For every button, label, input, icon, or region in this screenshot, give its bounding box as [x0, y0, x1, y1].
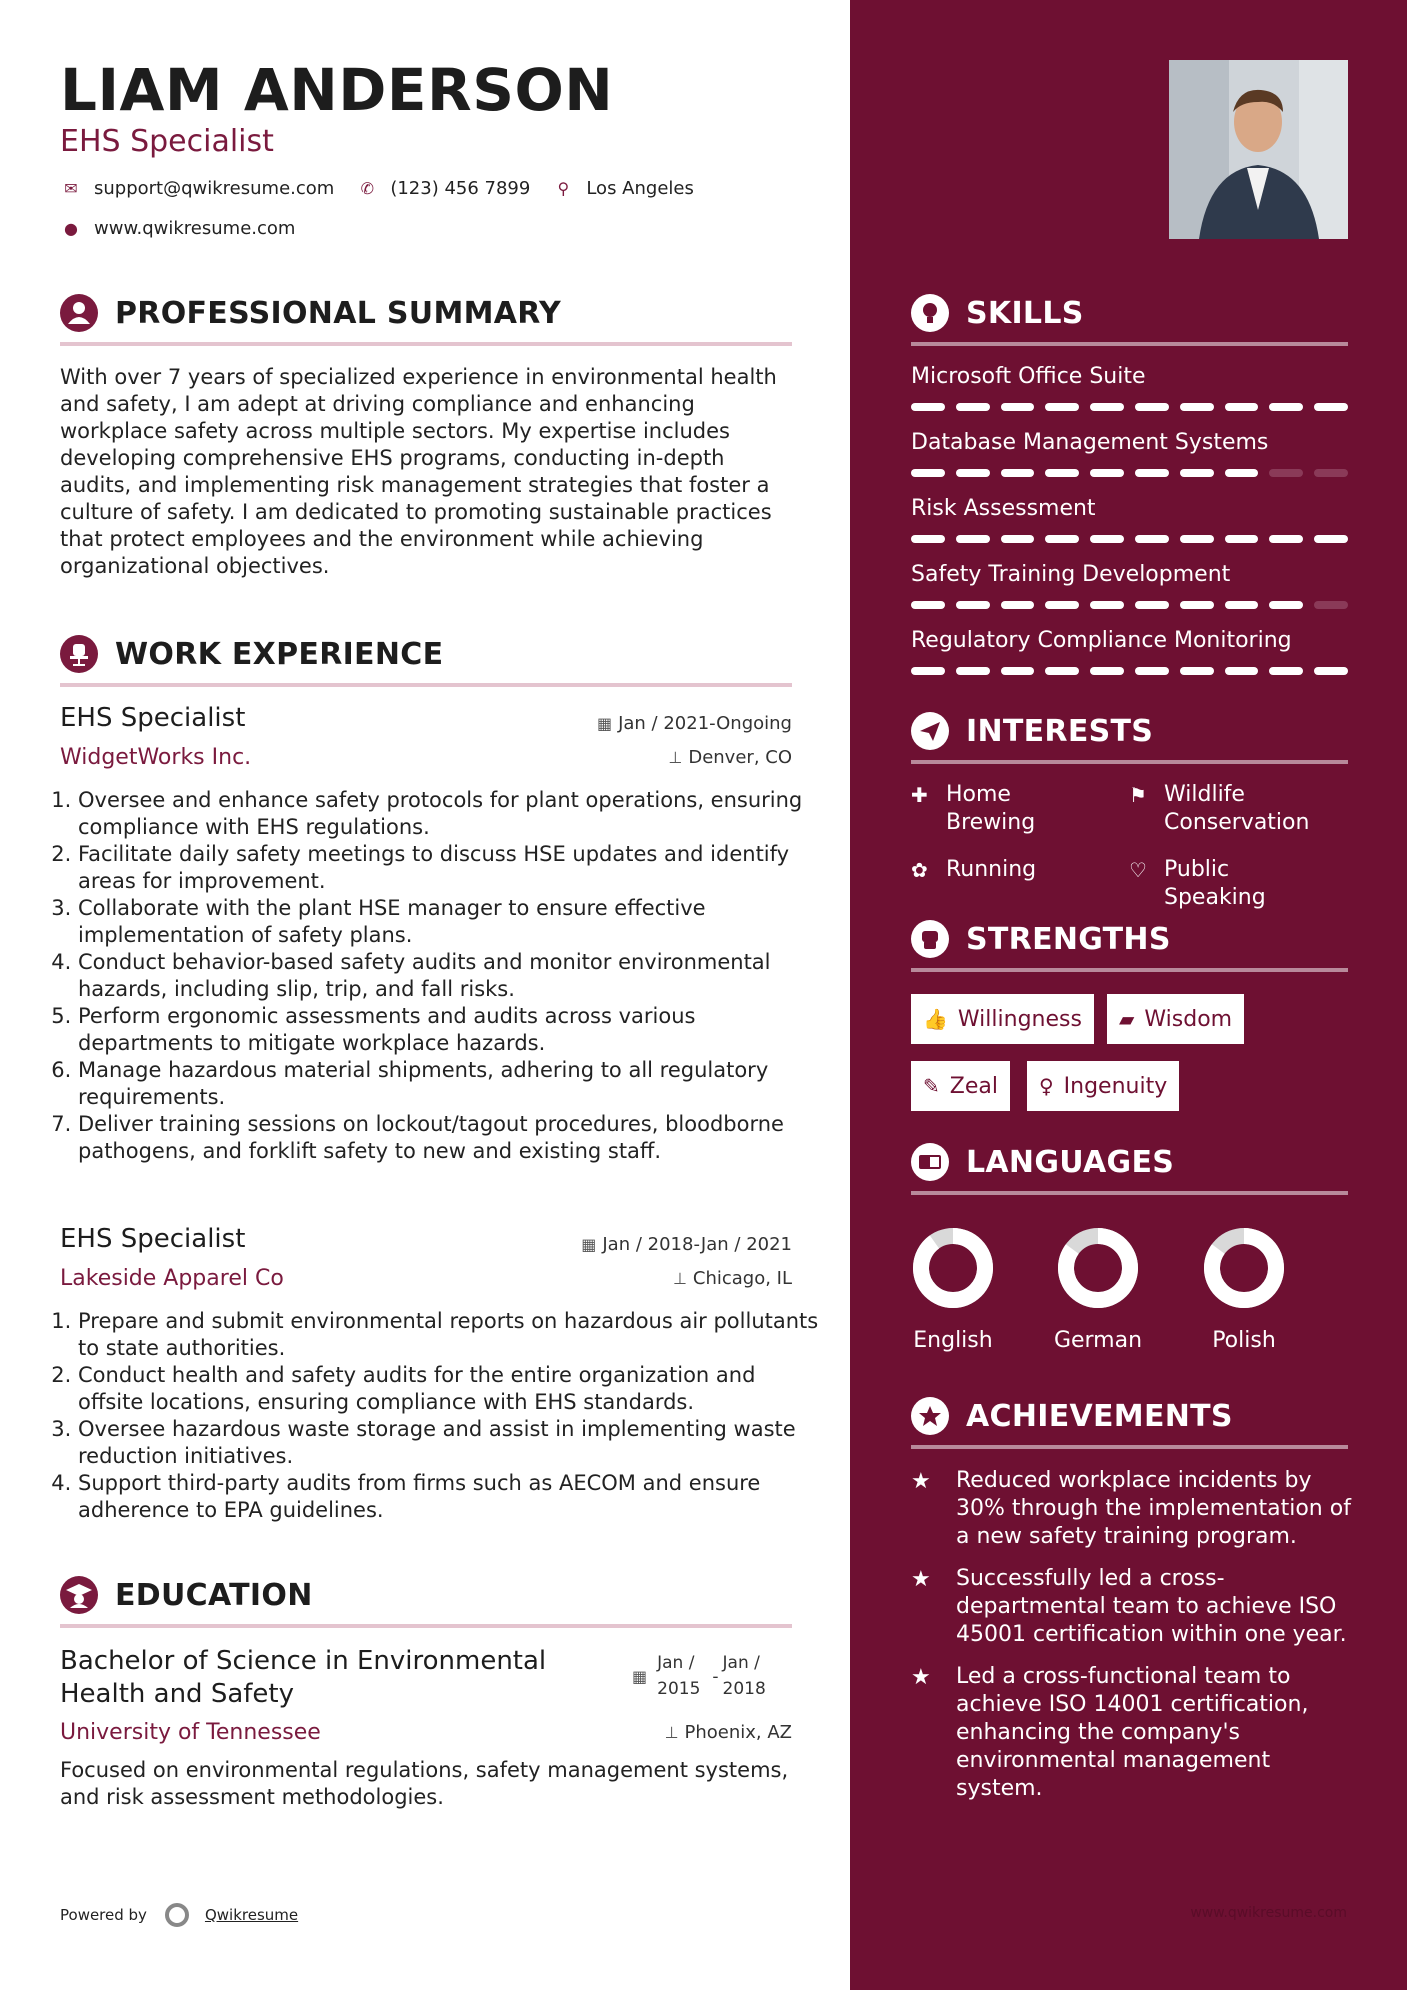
job-company: Lakeside Apparel Co — [60, 1266, 284, 1291]
school-location-text: Phoenix, AZ — [684, 1722, 792, 1743]
skill-level-segment — [1135, 403, 1169, 411]
skill-level-segment — [1001, 469, 1035, 477]
skill-level-segment — [1001, 403, 1035, 411]
strength-label: Willingness — [957, 1007, 1082, 1032]
divider — [911, 968, 1348, 972]
office-chair-icon — [60, 635, 98, 673]
skill-level-segment — [1001, 601, 1035, 609]
skill-level-segment — [1180, 667, 1214, 675]
duty-item: 7. Deliver training sessions on lockout/tagout procedures, bloodborne pathogens, and forklift safety to new and existing staff. — [78, 1111, 823, 1165]
skill-level-segment — [1269, 535, 1303, 543]
job-duties — [52, 1308, 823, 1524]
skill-level-segment — [956, 535, 990, 543]
education-heading-text: EDUCATION — [115, 1578, 313, 1613]
skill-level-segment — [911, 667, 945, 675]
paw-icon: ✿ — [911, 858, 928, 882]
interest-label: Running — [946, 857, 1037, 882]
skill-level-segment — [1135, 667, 1169, 675]
brand-link[interactable]: Qwikresume — [204, 1906, 299, 1924]
lightbulb-icon: ♀ — [1039, 1074, 1054, 1098]
job-duties — [52, 787, 823, 1165]
profile-photo — [1169, 60, 1348, 239]
skill-name: Safety Training Development — [911, 562, 1231, 587]
duty-item: 4. Support third-party audits from firms such as AECOM and ensure adherence to EPA guidelines. — [78, 1470, 823, 1524]
watermark: www.qwikresume.com — [1190, 1905, 1347, 1921]
skill-level-segment — [1045, 667, 1079, 675]
strength-label: Wisdom — [1144, 1007, 1233, 1032]
contact-row-1 — [60, 178, 716, 199]
language-item — [1038, 1226, 1158, 1353]
job-location — [668, 747, 792, 768]
achievement-item — [911, 1467, 1351, 1557]
duty-item: 4. Conduct behavior-based safety audits and monitor environmental hazards, including slip, trip, and fall risks. — [78, 949, 823, 1003]
skill-level-segment — [1314, 667, 1348, 675]
thumbs-up-icon: 👍 — [923, 1007, 948, 1031]
date-part: Jan / — [722, 1653, 760, 1673]
skill-level-segment — [911, 535, 945, 543]
language-proficiency-ring — [1056, 1226, 1140, 1310]
interests-heading-text: INTERESTS — [966, 714, 1154, 749]
strengths-heading-text: STRENGTHS — [966, 922, 1171, 957]
envelope-icon: ✉ — [64, 179, 78, 198]
phone-icon: ✆ — [360, 179, 375, 198]
puzzle-icon: ✚ — [911, 783, 928, 807]
duty-item: 1. Oversee and enhance safety protocols for plant operations, ensuring compliance with EHS regulations. — [78, 787, 823, 841]
candidate-title: EHS Specialist — [60, 124, 274, 159]
date-part: 2018 — [722, 1679, 766, 1699]
duty-item: 5. Perform ergonomic assessments and audits across various departments to mitigate workplace hazards. — [78, 1003, 823, 1057]
language-item — [893, 1226, 1013, 1353]
divider — [60, 342, 792, 346]
interest-label: Wildlife Conservation — [1164, 782, 1310, 835]
skill-level-segment — [1090, 601, 1124, 609]
skill-level-segment — [1269, 601, 1303, 609]
job-location-text: Chicago, IL — [692, 1268, 792, 1289]
strength-chip — [911, 994, 1094, 1044]
degree-line: Health and Safety — [60, 1679, 294, 1709]
phone-number: (123) 456 7899 — [390, 178, 531, 199]
calendar-icon: ▦ — [632, 1667, 648, 1686]
skill-level-segment — [956, 667, 990, 675]
strength-chip — [1027, 1061, 1179, 1111]
achievements-heading-text: ACHIEVEMENTS — [966, 1399, 1233, 1434]
powered-by-text: Powered by — [60, 1906, 147, 1924]
skill-level-segment — [911, 403, 945, 411]
location-text: Los Angeles — [586, 178, 694, 199]
job-company: WidgetWorks Inc. — [60, 745, 252, 770]
skill-level-segment — [1225, 601, 1259, 609]
languages-heading — [911, 1143, 1348, 1193]
skill-level-segment — [1045, 469, 1079, 477]
summary-text: With over 7 years of specialized experience in environmental health and safety, I am adept at driving compliance and enhancing workplace safety across multiple sectors. My expertise includes developing comprehensive EHS programs, conducting in-depth audits, and implementing risk management strategies that foster a culture of safety. I am dedicated to promoting sustainable practices that protect employees and the environment while achieving organizational objectives. — [60, 365, 777, 578]
skill-level-segment — [956, 403, 990, 411]
school-location — [665, 1722, 792, 1743]
language-proficiency-ring — [911, 1226, 995, 1310]
skill-level-segment — [1180, 403, 1214, 411]
duty-item: 2. Facilitate daily safety meetings to discuss HSE updates and identify areas for improvement. — [78, 841, 823, 895]
skill-level-segment — [1225, 667, 1259, 675]
skill-level-segment — [1135, 601, 1169, 609]
date-start — [657, 1650, 700, 1702]
divider — [911, 1191, 1348, 1195]
language-item — [1184, 1226, 1304, 1353]
skill-level-segment — [1314, 601, 1348, 609]
summary-heading-text: PROFESSIONAL SUMMARY — [115, 296, 562, 331]
skill-level-segment — [1269, 667, 1303, 675]
strength-label: Ingenuity — [1063, 1074, 1168, 1099]
pushpin-icon: ⊥ — [664, 1723, 679, 1742]
date-part: Jan / — [657, 1653, 695, 1673]
skill-item — [911, 628, 1348, 675]
skill-level-segment — [1180, 601, 1214, 609]
job-title: EHS Specialist — [60, 1224, 246, 1254]
skill-level-segment — [1225, 469, 1259, 477]
skill-name: Database Management Systems — [911, 430, 1269, 455]
date-end — [723, 1650, 766, 1702]
pushpin-icon: ⊥ — [668, 748, 683, 767]
skill-level-segment — [1045, 601, 1079, 609]
skill-level-segment — [1090, 535, 1124, 543]
summary-heading — [60, 294, 792, 344]
divider — [60, 1624, 792, 1628]
skill-level-segment — [1001, 535, 1035, 543]
pushpin-icon: ⊥ — [672, 1269, 687, 1288]
languages-heading-text: LANGUAGES — [966, 1145, 1175, 1180]
school-name: University of Tennessee — [60, 1720, 321, 1745]
duty-item: 3. Collaborate with the plant HSE manager to ensure effective implementation of safety plans. — [78, 895, 823, 949]
lightbulb-icon — [911, 294, 949, 332]
date-separator: - — [712, 1667, 719, 1687]
strength-chip — [1107, 994, 1244, 1044]
skill-name: Microsoft Office Suite — [911, 364, 1146, 389]
skill-level-segment — [956, 601, 990, 609]
skill-level-bar — [911, 601, 1348, 609]
user-icon — [60, 294, 98, 332]
skill-name: Regulatory Compliance Monitoring — [911, 628, 1292, 653]
map-pin-icon: ⚲ — [557, 179, 570, 198]
flag-icon: ⚑ — [1129, 783, 1147, 807]
interests-heading — [911, 712, 1348, 762]
contact-row-2 — [60, 218, 317, 239]
achievement-item — [911, 1663, 1351, 1801]
language-name: Polish — [1212, 1328, 1276, 1353]
degree-line: Bachelor of Science in Environmental — [60, 1646, 547, 1676]
skill-level-segment — [1001, 667, 1035, 675]
skill-level-bar — [911, 535, 1348, 543]
translate-icon — [911, 1143, 949, 1181]
skill-level-segment — [1090, 667, 1124, 675]
language-proficiency-ring — [1202, 1226, 1286, 1310]
education-description: Focused on environmental regulations, safety management systems, and risk assessment methodologies. — [60, 1758, 789, 1809]
skill-level-segment — [1090, 469, 1124, 477]
skill-level-segment — [1314, 469, 1348, 477]
duty-item: 1. Prepare and submit environmental reports on hazardous air pollutants to state authorities. — [78, 1308, 823, 1362]
skill-level-segment — [1180, 469, 1214, 477]
candidate-name: LIAM ANDERSON — [60, 56, 614, 124]
globe-icon: ● — [64, 219, 78, 238]
calendar-icon: ▦ — [581, 1235, 597, 1254]
achievement-text: Successfully led a cross-departmental team to achieve ISO 45001 certification within one year. — [956, 1566, 1347, 1647]
strength-chip — [911, 1061, 1010, 1111]
education-heading — [60, 1576, 792, 1626]
date-part: 2015 — [657, 1679, 701, 1699]
star-icon: ★ — [911, 1665, 931, 1690]
language-name: English — [913, 1328, 993, 1353]
job-location-text: Denver, CO — [688, 747, 792, 768]
duty-item: 3. Oversee hazardous waste storage and assist in implementing waste reduction initiatives. — [78, 1416, 823, 1470]
star-icon: ★ — [911, 1567, 931, 1592]
achievement-text: Reduced workplace incidents by 30% through the implementation of a new safety training program. — [956, 1468, 1351, 1549]
divider — [911, 760, 1348, 764]
duty-item: 2. Conduct health and safety audits for the entire organization and offsite locations, ensuring compliance with EHS standards. — [78, 1362, 823, 1416]
skill-level-segment — [1269, 403, 1303, 411]
duty-item: 6. Manage hazardous material shipments, adhering to all regulatory requirements. — [78, 1057, 823, 1111]
experience-heading-text: WORK EXPERIENCE — [115, 637, 444, 672]
heartbeat-icon: ♡ — [1129, 858, 1147, 882]
skill-level-bar — [911, 469, 1348, 477]
job-location — [673, 1268, 792, 1289]
job-title: EHS Specialist — [60, 703, 246, 733]
skill-item — [911, 496, 1348, 543]
job-date-text: Jan / 2018-Jan / 2021 — [602, 1234, 792, 1255]
language-name: German — [1053, 1328, 1143, 1353]
skills-heading-text: SKILLS — [966, 296, 1084, 331]
powered-by — [60, 1903, 298, 1927]
paper-plane-icon — [911, 712, 949, 750]
skill-level-bar — [911, 403, 1348, 411]
skill-level-bar — [911, 667, 1348, 675]
email-link[interactable]: support@qwikresume.com — [94, 178, 335, 199]
skill-level-segment — [1135, 535, 1169, 543]
skill-level-segment — [911, 601, 945, 609]
skill-level-segment — [956, 469, 990, 477]
achievement-item — [911, 1565, 1351, 1655]
skill-level-segment — [911, 469, 945, 477]
skill-level-segment — [1180, 535, 1214, 543]
skill-level-segment — [1225, 403, 1259, 411]
skill-name: Risk Assessment — [911, 496, 1096, 521]
skill-level-segment — [1314, 535, 1348, 543]
job-date-text: Jan / 2021-Ongoing — [618, 713, 792, 734]
achievement-text: Led a cross-functional team to achieve ISO 14001 certification, enhancing the company's environmental management system. — [956, 1664, 1309, 1801]
achievements-heading — [911, 1397, 1348, 1447]
skill-level-segment — [1314, 403, 1348, 411]
interest-label: Public Speaking — [1164, 857, 1266, 910]
divider — [911, 342, 1348, 346]
book-icon: ▰ — [1119, 1007, 1135, 1031]
fist-icon — [911, 920, 949, 958]
star-icon: ★ — [911, 1469, 931, 1494]
star-badge-icon — [911, 1397, 949, 1435]
qwikresume-logo-icon — [165, 1903, 189, 1927]
skill-level-segment — [1090, 403, 1124, 411]
skill-level-segment — [1045, 535, 1079, 543]
skill-level-segment — [1135, 469, 1169, 477]
skill-level-segment — [1269, 469, 1303, 477]
skill-item — [911, 430, 1348, 477]
skill-item — [911, 562, 1348, 609]
skill-item — [911, 364, 1348, 411]
divider — [60, 683, 792, 687]
graduate-icon — [60, 1576, 98, 1614]
pen-icon: ✎ — [923, 1074, 940, 1098]
experience-heading — [60, 635, 792, 685]
job-date — [597, 713, 792, 734]
website-link[interactable]: www.qwikresume.com — [94, 218, 296, 239]
skill-level-segment — [1225, 535, 1259, 543]
skill-level-segment — [1045, 403, 1079, 411]
strengths-heading — [911, 920, 1348, 970]
interest-label: Home Brewing — [946, 782, 1036, 835]
strength-label: Zeal — [949, 1074, 998, 1099]
education-dates — [632, 1650, 766, 1702]
degree-title — [60, 1645, 620, 1711]
skills-heading — [911, 294, 1348, 344]
job-date — [581, 1234, 792, 1255]
divider — [911, 1445, 1348, 1449]
calendar-icon: ▦ — [596, 714, 613, 733]
